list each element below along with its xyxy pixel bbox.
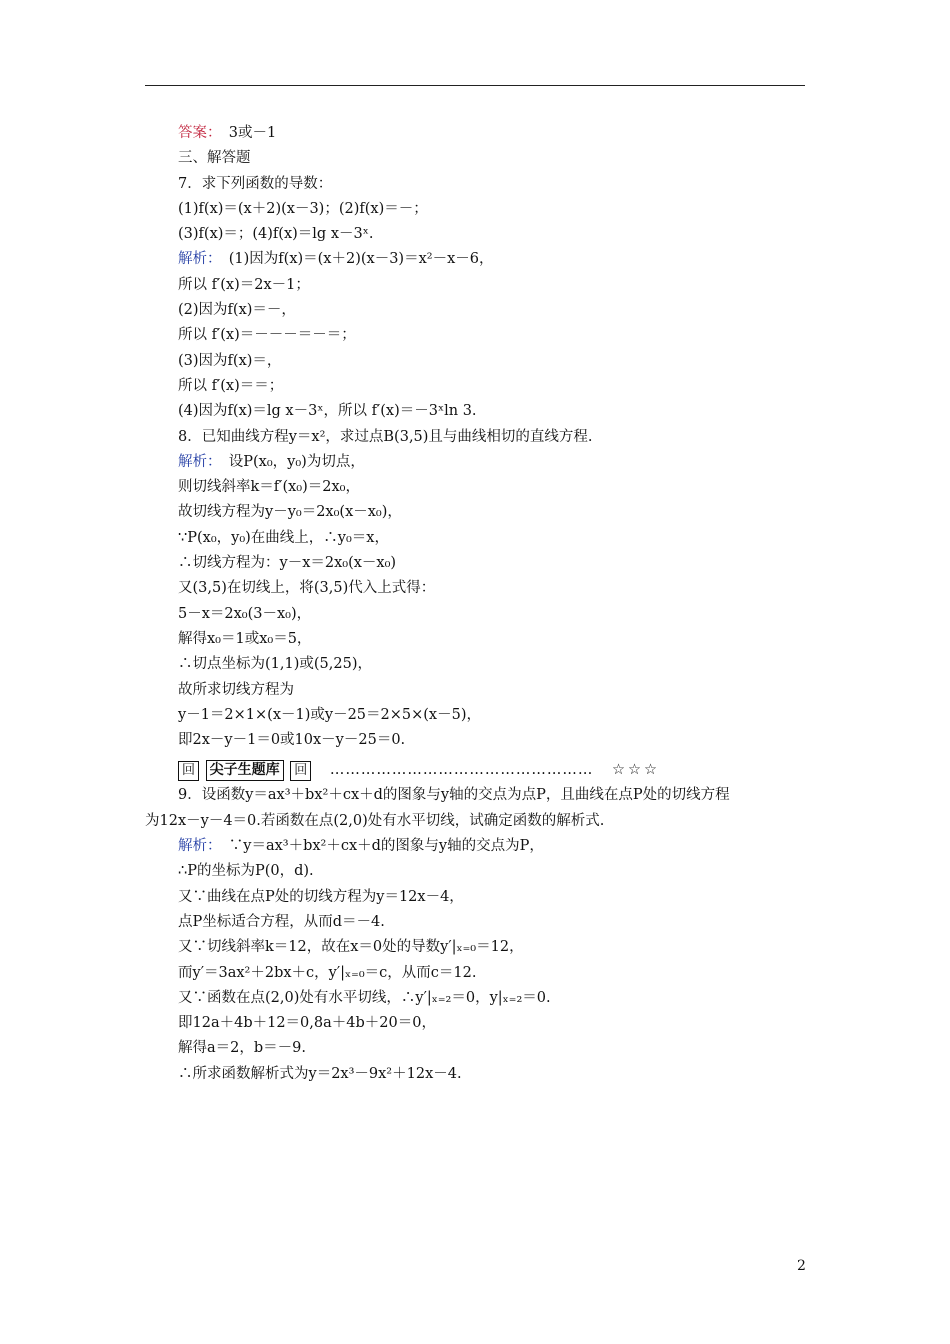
text-span: 即2x－y－1＝0或10x－y－25＝0. — [178, 732, 406, 749]
text-line — [178, 247, 818, 272]
text-line — [178, 678, 818, 703]
section-header — [178, 757, 818, 783]
text-line — [178, 859, 818, 884]
text-line — [178, 1036, 818, 1061]
text-span: (1)因为f(x)＝(x＋2)(x－3)＝x²－x－6， — [214, 251, 494, 268]
label-span: 解析： — [178, 453, 215, 470]
text-line — [178, 602, 818, 627]
section-box-left: 回 — [178, 761, 199, 781]
text-span: 所以 f′(x)＝＝； — [178, 377, 284, 394]
text-span: y－1＝2×1×(x－1)或y－25＝2×5×(x－5)， — [178, 706, 481, 723]
text-line — [178, 1011, 818, 1036]
text-line — [178, 986, 818, 1011]
header-rule — [145, 85, 805, 86]
text-span: ∵y＝ax³＋bx²＋cx＋d的图象与y轴的交点为P， — [214, 838, 544, 855]
solutions-block — [178, 121, 818, 753]
text-line — [178, 323, 818, 348]
text-span: ∵P(x₀，y₀)在曲线上，∴y₀＝x， — [178, 529, 389, 546]
text-span: 又∵切线斜率k＝12，故在x＝0处的导数y′|ₓ₌₀＝12， — [178, 939, 524, 956]
text-span: 设P(x₀，y₀)为切点， — [214, 453, 365, 470]
section-dots: …………………………………………… — [329, 762, 594, 779]
text-span: 7．求下列函数的导数： — [178, 175, 333, 192]
text-line — [178, 551, 818, 576]
text-span: ∴所求函数解析式为y＝2x³－9x²＋12x－4. — [178, 1065, 462, 1082]
difficulty-stars: ☆☆☆ — [611, 762, 660, 779]
text-line — [178, 885, 818, 910]
text-line — [178, 500, 818, 525]
text-span: ∴切点坐标为(1,1)或(5,25)， — [178, 656, 372, 673]
text-line — [178, 703, 818, 728]
text-line — [178, 222, 818, 247]
text-line — [178, 399, 818, 424]
text-span: 3或－1 — [214, 125, 277, 141]
text-span: 又∵函数在点(2,0)处有水平切线，∴y′|ₓ₌₂＝0，y|ₓ₌₂＝0. — [178, 989, 551, 1006]
text-span: (3)f(x)＝；(4)f(x)＝lg x－3ˣ. — [178, 226, 374, 243]
label-span: 解析： — [178, 838, 215, 855]
text-span: (2)因为f(x)＝－， — [178, 302, 296, 319]
text-line — [178, 910, 818, 935]
text-line — [178, 450, 818, 475]
text-span: (3)因为f(x)＝， — [178, 352, 282, 369]
text-span: ∴P的坐标为P(0，d). — [178, 863, 314, 880]
text-line — [178, 146, 818, 171]
text-line — [178, 197, 818, 222]
label-span: 解析： — [178, 251, 215, 268]
text-line — [178, 121, 818, 146]
text-span: 8．已知曲线方程y＝x²，求过点B(3,5)且与曲线相切的直线方程. — [178, 428, 593, 445]
text-line — [178, 652, 818, 677]
text-line — [178, 783, 818, 808]
page-number: 2 — [797, 1258, 806, 1274]
text-span: 解得a＝2，b＝－9. — [178, 1040, 306, 1057]
text-line — [178, 935, 818, 960]
text-span: ∴切线方程为：y－x＝2x₀(x－x₀) — [178, 555, 397, 572]
page-body — [145, 121, 818, 1087]
text-line — [178, 374, 818, 399]
text-span: 又∵曲线在点P处的切线方程为y＝12x－4， — [178, 888, 464, 905]
text-span: 5－x＝2x₀(3－x₀)， — [178, 605, 312, 622]
text-line — [178, 1062, 818, 1087]
text-span: (1)f(x)＝(x＋2)(x－3)；(2)f(x)＝－； — [178, 200, 428, 217]
text-span: 故所求切线方程为 — [178, 681, 294, 698]
text-line — [178, 349, 818, 374]
text-line — [178, 475, 818, 500]
text-span: 三、解答题 — [178, 150, 251, 167]
text-line — [178, 961, 818, 986]
text-span: 为12x－y－4＝0.若函数在点(2,0)处有水平切线，试确定函数的解析式. — [145, 812, 605, 829]
text-line — [178, 834, 818, 859]
text-line — [178, 298, 818, 323]
text-line — [178, 728, 818, 753]
text-span: (4)因为f(x)＝lg x－3ˣ，所以 f′(x)＝－3ˣln 3. — [178, 403, 477, 420]
text-span: 9．设函数y＝ax³＋bx²＋cx＋d的图象与y轴的交点为点P，且曲线在点P处的切线方程 — [178, 787, 730, 804]
text-line — [145, 809, 845, 834]
challenge-block — [145, 783, 818, 1087]
text-span: 所以 f′(x)＝2x－1； — [178, 276, 310, 293]
text-line — [178, 425, 818, 450]
text-line — [178, 273, 818, 298]
text-span: 又(3,5)在切线上，将(3,5)代入上式得： — [178, 580, 436, 597]
text-span: 则切线斜率k＝f′(x₀)＝2x₀， — [178, 479, 360, 496]
text-span: 而y′＝3ax²＋2bx＋c，y′|ₓ₌₀＝c，从而c＝12. — [178, 964, 477, 981]
text-span: 解得x₀＝1或x₀＝5， — [178, 630, 312, 647]
text-span: 故切线方程为y－y₀＝2x₀(x－x₀)， — [178, 504, 402, 521]
text-span: 点P坐标适合方程，从而d＝－4. — [178, 913, 385, 930]
text-span: 即12a＋4b＋12＝0,8a＋4b＋20＝0， — [178, 1015, 436, 1032]
section-title: 尖子生题库 — [206, 760, 284, 781]
text-span: 所以 f′(x)＝－－－＝－＝； — [178, 327, 356, 344]
text-line — [178, 172, 818, 197]
label-span: 答案： — [178, 125, 215, 141]
text-line — [178, 627, 818, 652]
section-box-right: 回 — [290, 761, 311, 781]
text-line — [178, 526, 818, 551]
text-line — [178, 576, 818, 601]
